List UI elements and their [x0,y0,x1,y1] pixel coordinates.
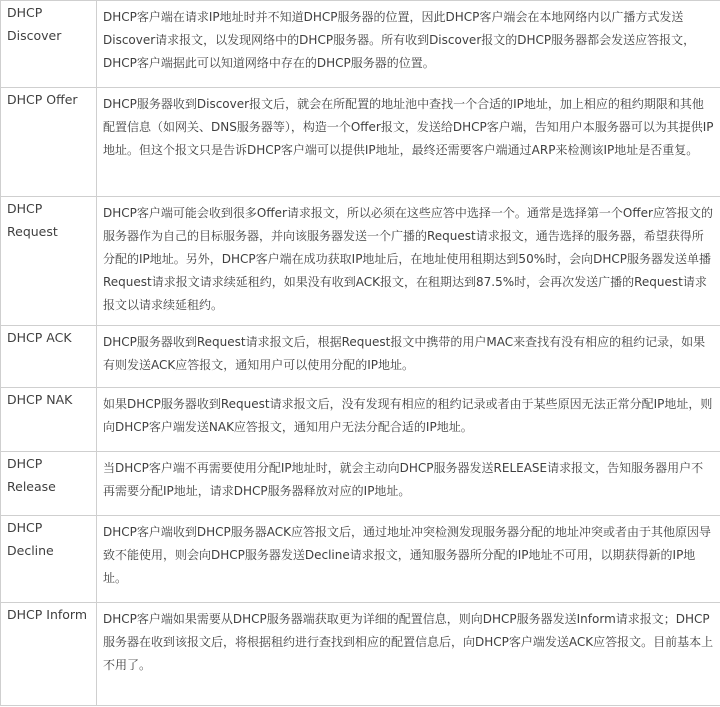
message-type-cell [1,1,97,88]
message-type-cell [1,452,97,516]
table-row [1,197,720,326]
description-cell [97,88,720,197]
table-row [1,516,720,603]
message-type-line: DHCP [7,201,43,216]
table-row [1,603,720,706]
message-type-cell [1,326,97,388]
message-type-cell [1,603,97,706]
description-text: DHCP客户端收到DHCP服务器ACK应答报文后，通过地址冲突检测发现服务器分配的地址冲突或者由于其他原因导致不能使用，则会向DHCP服务器发送Decline请求报文，通知服务器所分配的IP地址不可用，以期获得新的IP地址。 [103,525,712,585]
description-text: 当DHCP客户端不再需要使用分配IP地址时，就会主动向DHCP服务器发送RELEASE请求报文，告知服务器用户不再需要分配IP地址，请求DHCP服务器释放对应的IP地址。 [103,461,704,498]
description-text: DHCP服务器收到Request请求报文后，根据Request报文中携带的用户MAC来查找有没有相应的租约记录，如果有则发送ACK应答报文，通知用户可以使用分配的IP地址。 [103,335,706,372]
description-text: DHCP客户端在请求IP地址时并不知道DHCP服务器的位置，因此DHCP客户端会在本地网络内以广播方式发送Discover请求报文，以发现网络中的DHCP服务器。所有收到Discover报文的DHCP服务器都会发送应答报文，DHCP客户端据此可以知道网络中存在的DHCP服务器的位置。 [103,10,696,70]
message-type-line: DHCP NAK [7,392,73,407]
message-type-line: DHCP Inform [7,607,88,622]
message-type-line: DHCP ACK [7,330,72,345]
message-type-line: Release [7,479,56,494]
description-text: DHCP客户端如果需要从DHCP服务器端获取更为详细的配置信息，则向DHCP服务器发送Inform请求报文；DHCP服务器在收到该报文后，将根据租约进行查找到相应的配置信息后，向DHCP客户端发送ACK应答报文。目前基本上不用了。 [103,612,714,672]
table-row [1,88,720,197]
table-row [1,326,720,388]
description-cell [97,452,720,516]
message-type-line: Decline [7,543,54,558]
description-text: 如果DHCP服务器收到Request请求报文后，没有发现有相应的租约记录或者由于某些原因无法正常分配IP地址，则向DHCP客户端发送NAK应答报文，通知用户无法分配合适的IP地址。 [103,397,713,434]
message-type-cell [1,197,97,326]
message-type-cell [1,516,97,603]
description-cell [97,603,720,706]
description-text: DHCP客户端可能会收到很多Offer请求报文，所以必须在这些应答中选择一个。通常是选择第一个Offer应答报文的服务器作为自己的目标服务器，并向该服务器发送一个广播的Request请求报文，通告选择的服务器，希望获得所分配的IP地址。另外，DHCP客户端在成功获取IP地址后，在地址使用租期达到50%时，会向DHCP服务器发送单播Request请求报文请求续延租约，如果没有收到ACK报文，在租期达到87.5%时，会再次发送广播的Request请求报文以请求续延租约。 [103,206,713,312]
table-row [1,452,720,516]
message-type-cell [1,388,97,452]
description-text: DHCP服务器收到Discover报文后，就会在所配置的地址池中查找一个合适的IP地址，加上相应的租约期限和其他配置信息（如网关、DNS服务器等），构造一个Offer报文，发送给DHCP客户端，告知用户本服务器可以为其提供IP地址。但这个报文只是告诉DHCP客户端可以提供IP地址，最终还需要客户端通过ARP来检测该IP地址是否重复。 [103,97,714,157]
message-type-line: DHCP [7,456,43,471]
table-row [1,388,720,452]
message-type-line: DHCP [7,520,43,535]
table-row [1,1,720,88]
description-cell [97,1,720,88]
message-type-line: DHCP Offer [7,92,78,107]
message-type-cell [1,88,97,197]
description-cell [97,388,720,452]
message-type-line: Request [7,224,58,239]
description-cell [97,197,720,326]
description-cell [97,516,720,603]
message-type-line: Discover [7,28,62,43]
message-type-line: DHCP [7,5,43,20]
description-cell [97,326,720,388]
